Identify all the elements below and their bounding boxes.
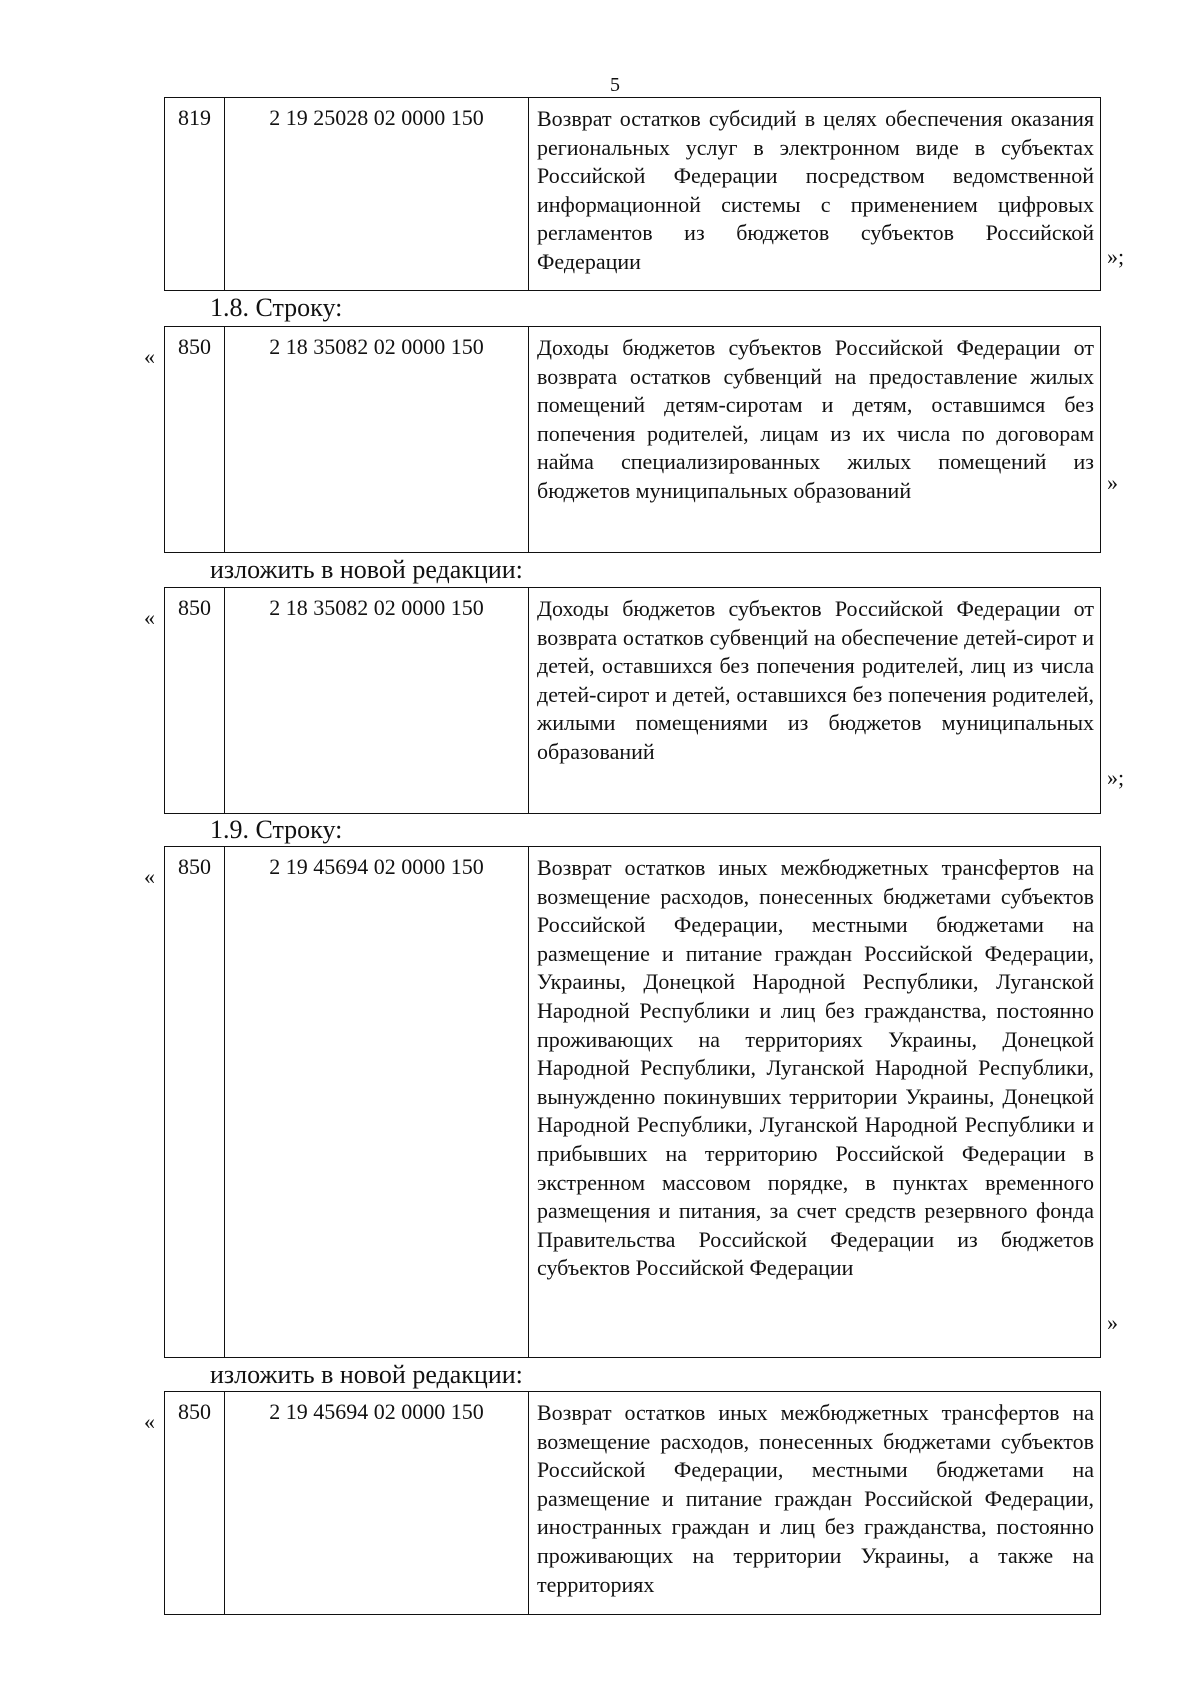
closing-quote: »; — [1107, 244, 1125, 269]
table-row — [164, 846, 1101, 1358]
table-row — [164, 326, 1101, 553]
new-edition-heading-1: изложить в новой редакции: — [210, 555, 523, 584]
table-row — [164, 1391, 1101, 1615]
revenue-description: Возврат остатков иных межбюджетных трансфертов на возмещение расходов, понесенных бюджетами субъектов Российской Федерации, местными бюджетами на размещение и питание граждан Российской Федерации, Украины, Донецкой Народной Республики, Луганской Народной Республики и лиц без гражданства, постоянно проживающих на территориях Украины, Донецкой Народной Республики, Луганской Народной Республики, вынужденно покинувших территории Украины, Донецкой Народной Республики, Луганской Народной Республики и прибывших на территорию Российской Федерации в экстренном массовом порядке, в пунктах временного размещения и питания, за счет средств резервного фонда Правительства Российской Федерации из бюджетов субъектов Российской Федерации — [537, 855, 1094, 1281]
revenue-code: 2 18 35082 02 0000 150 — [225, 588, 529, 813]
section-heading-1-8: 1.8. Строку: — [210, 293, 343, 322]
revenue-description: Возврат остатков субсидий в целях обеспечения оказания региональных услуг в электронном виде в субъектах Российской Федерации посредством ведомственной информационной системы с применением цифровых регламентов из бюджетов субъектов Российской Федерации — [537, 106, 1094, 274]
table-row — [164, 97, 1101, 291]
admin-code: 850 — [165, 327, 225, 552]
revenue-code: 2 19 25028 02 0000 150 — [225, 98, 529, 290]
admin-code: 850 — [165, 847, 225, 1357]
revenue-code: 2 19 45694 02 0000 150 — [225, 847, 529, 1357]
revenue-description: Доходы бюджетов субъектов Российской Федерации от возврата остатков субвенций на предоставление жилых помещений детям-сиротам и детям, оставшимся без попечения родителей, лицам из их числа по договорам найма специализированных жилых помещений из бюджетов муниципальных образований — [537, 335, 1094, 503]
opening-quote: « — [144, 605, 155, 630]
page-number: 5 — [610, 74, 620, 96]
new-edition-heading-2: изложить в новой редакции: — [210, 1360, 523, 1389]
opening-quote: « — [144, 864, 155, 889]
table-row — [164, 587, 1101, 814]
admin-code: 850 — [165, 1392, 225, 1614]
revenue-code: 2 18 35082 02 0000 150 — [225, 327, 529, 552]
closing-quote: »; — [1107, 765, 1125, 790]
opening-quote: « — [144, 1409, 155, 1434]
revenue-code: 2 19 45694 02 0000 150 — [225, 1392, 529, 1614]
revenue-description: Возврат остатков иных межбюджетных трансфертов на возмещение расходов, понесенных бюджетами субъектов Российской Федерации, местными бюджетами на размещение и питание граждан Российской Федерации, иностранных граждан и лиц без гражданства, постоянно проживающих на территории Украины, а также на территориях — [537, 1400, 1094, 1597]
closing-quote: » — [1107, 470, 1118, 495]
closing-quote: » — [1107, 1310, 1118, 1335]
section-heading-1-9: 1.9. Строку: — [210, 815, 343, 844]
opening-quote: « — [144, 344, 155, 369]
admin-code: 850 — [165, 588, 225, 813]
admin-code: 819 — [165, 98, 225, 290]
revenue-description: Доходы бюджетов субъектов Российской Федерации от возврата остатков субвенций на обеспечение детей-сирот и детей, оставшихся без попечения родителей, лиц из числа детей-сирот и детей, оставшихся без попечения родителей, жилыми помещениями из бюджетов муниципальных образований — [537, 596, 1094, 764]
